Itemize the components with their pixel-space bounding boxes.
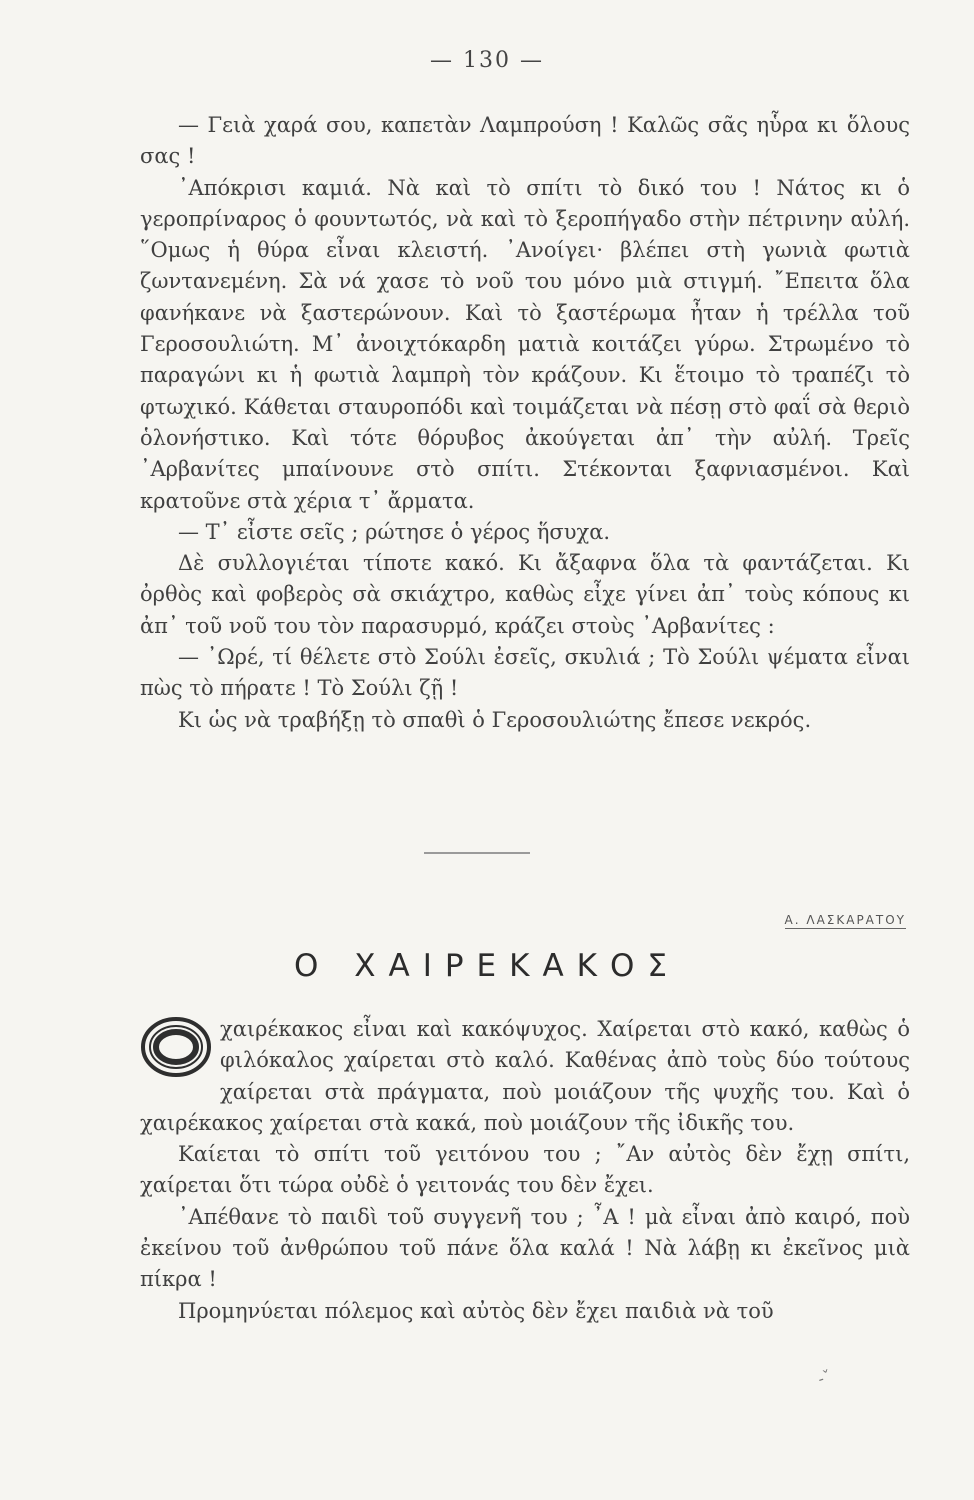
scan-mark: -ˇ [815, 1366, 835, 1389]
author-name: Α. ΛΑΣΚΑΡΑΤΟΥ [784, 913, 906, 927]
paragraph: — Γειὰ χαρά σου, καπετὰν Λαμπρούση ! Καλῶς σᾶς ηὗρα κι ὅλους σας ! [140, 113, 910, 169]
paragraph: — Τ᾿ εἶστε σεῖς ; ρώτησε ὁ γέρος ἥσυχα. [178, 519, 611, 544]
section-divider [424, 852, 530, 854]
ornamental-o-icon [140, 1016, 214, 1078]
paragraph [140, 1014, 910, 1139]
paragraph: — ᾿Ωρέ, τί θέλετε στὸ Σούλι ἐσεῖς, σκυλιά ; Τὸ Σούλι ψέματα εἶναι πὼς τὸ πήρατε ! Τὸ Σούλι ζῇ ! [140, 645, 910, 701]
paragraph: Κι ὡς νὰ τραβήξῃ τὸ σπαθὶ ὁ Γεροσουλιώτης ἔπεσε νεκρός. [178, 707, 812, 732]
paragraph: ᾿Απέθανε τὸ παιδὶ τοῦ συγγενῆ του ; ῏Α ! μὰ εἶναι ἀπὸ καιρό, ποὺ ἐκείνου τοῦ ἀνθρώπου τοῦ πάνε ὅλα καλά ! Νὰ λάβῃ κι ἐκεῖνος μιὰ πίκρα ! [140, 1204, 910, 1292]
section-title: Ο ΧΑΙΡΕΚΑΚΟΣ [294, 948, 680, 984]
paragraph-text: χαιρέκακος εἶναι καὶ κακόψυχος. Χαίρεται στὸ κακό, καθὼς ὁ φιλόκαλος χαίρεται στὸ καλό. Καθένας ἀπὸ τοὺς δύο τούτους χαίρεται στὰ πράγματα, ποὺ μοιάζουν τῆς ψυχῆς του. Καὶ ὁ χαιρέκακος χαίρεται στὰ κακά, ποὺ μοιάζουν τῆς ἰδικῆς του. [140, 1017, 910, 1135]
page-number: — 130 — [430, 48, 544, 73]
paragraph: ᾿Απόκρισι καμιά. Νὰ καὶ τὸ σπίτι τὸ δικό του ! Νάτος κι ὁ γεροπρίναρος ὁ φουντωτός, νὰ καὶ τὸ ξεροπήγαδο στὴν πέτρινην αὐλή. ῞Ομως ἡ θύρα εἶναι κλειστή. ᾿Ανοίγει· βλέπει στὴ γωνιὰ φωτιὰ ζωντανεμένη. Σὰ νά χασε τὸ νοῦ του μόνο μιὰ στιγμή. ῎Επειτα ὅλα φανήκανε νὰ ξαστερώνουν. Καὶ τὸ ξαστέρωμα ἦταν ἡ τρέλλα τοῦ Γεροσουλιώτη. Μ᾿ ἀνοιχτόκαρδη ματιὰ κοιτάζει γύρω. Στρωμένο τὸ παραγώνι κι ἡ φωτιὰ λαμπρὴ τὸν κράζουν. Κι ἕτοιμο τὸ τραπέζι τὸ φτωχικό. Κάθεται σταυροπόδι καὶ τοιμάζεται νὰ πέσῃ στὸ φαΐ σὰ θεριὸ ὁλονήστικο. Καὶ τότε θόρυβος ἀκούγεται ἀπ᾿ τὴν αὐλή. Τρεῖς ᾿Αρβανίτες μπαίνουνε στὸ σπίτι. Στέκονται ξαφνιασμένοι. Καὶ κρατοῦνε στὰ χέρια τ᾿ ἄρματα. [140, 175, 910, 513]
story-ending-text [140, 110, 910, 736]
essay-text [140, 1014, 910, 1327]
paragraph: Καίεται τὸ σπίτι τοῦ γειτόνου του ; ῎Αν αὐτὸς δὲν ἔχῃ σπίτι, χαίρεται ὅτι τώρα οὐδὲ ὁ γειτονάς του δὲν ἔχει. [140, 1142, 910, 1198]
paragraph: Δὲ συλλογιέται τίποτε κακό. Κι ἄξαφνα ὅλα τὰ φαντάζεται. Κι ὀρθὸς καὶ φοβερὸς σὰ σκιάχτρο, καθὼς εἶχε γίνει ἀπ᾿ τοὺς κόπους κι ἀπ᾿ τοῦ νοῦ του τὸν παρασυρμό, κράζει στοὺς ᾿Αρβανίτες : [140, 551, 910, 638]
paragraph: Προμηνύεται πόλεμος καὶ αὐτὸς δὲν ἔχει παιδιὰ νὰ τοῦ [178, 1298, 774, 1323]
dropcap-letter [140, 1016, 214, 1078]
